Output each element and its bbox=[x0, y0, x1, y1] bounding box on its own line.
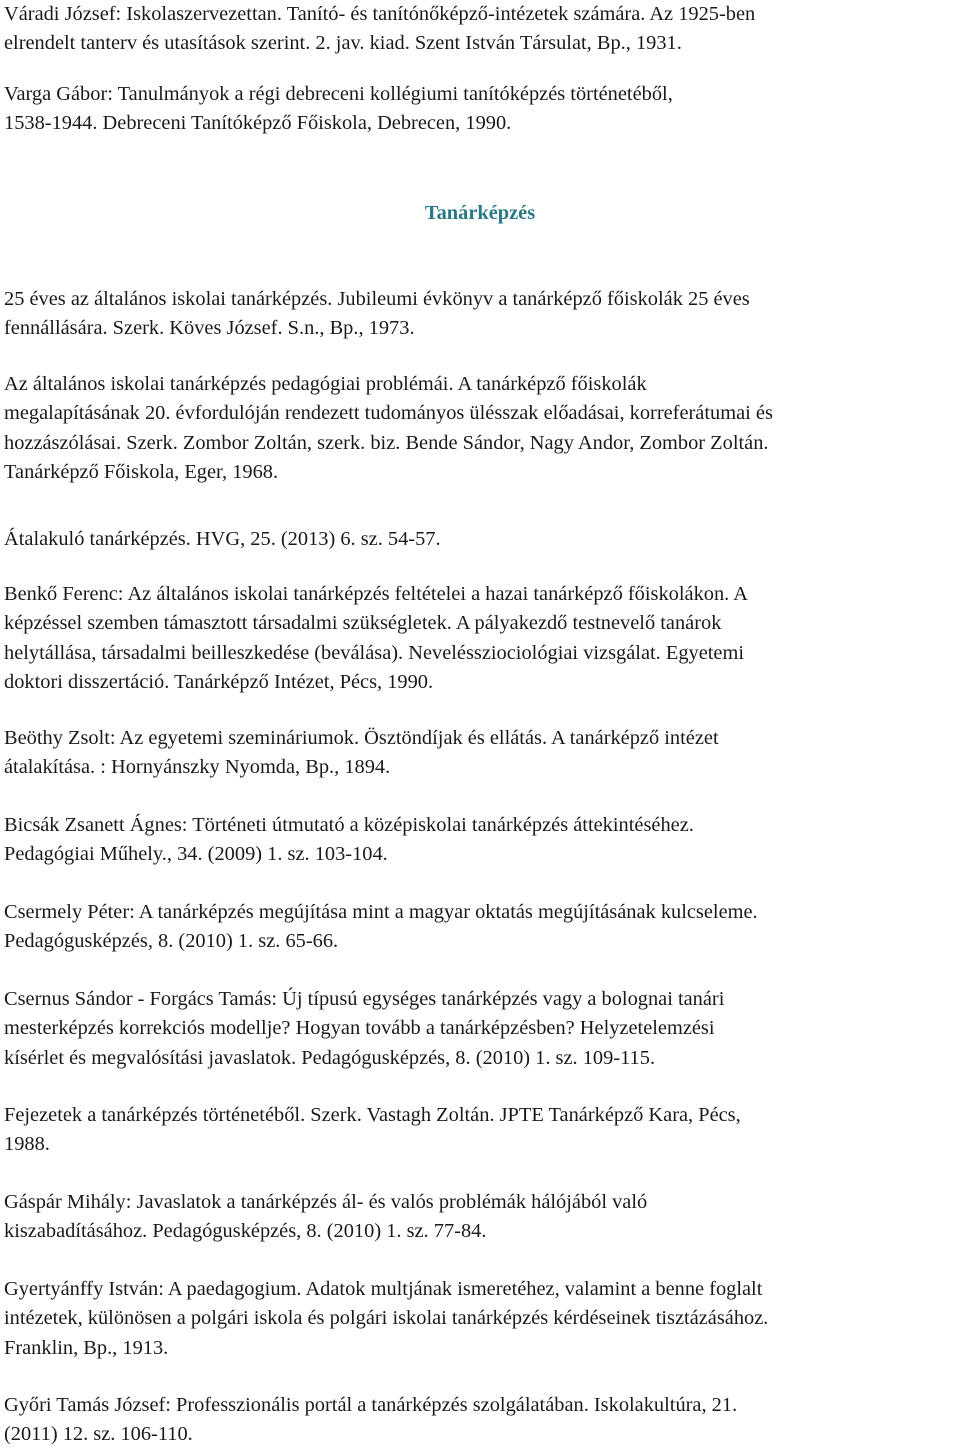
entry-line: Benkő Ferenc: Az általános iskolai tanárképzés feltételei a hazai tanárképző főiskolákon. A bbox=[4, 583, 748, 605]
entry-line: doktori disszertáció. Tanárképző Intézet, Pécs, 1990. bbox=[4, 671, 434, 694]
entry-line: 25 éves az általános iskolai tanárképzés. Jubileumi évkönyv a tanárképző főiskolák 25 éves bbox=[4, 288, 750, 310]
entry-line: Átalakuló tanárképzés. HVG, 25. (2013) 6. sz. 54-57. bbox=[4, 528, 441, 550]
entry-line: Beöthy Zsolt: Az egyetemi szemináriumok. Ösztöndíjak és ellátás. A tanárképző intézet bbox=[4, 727, 719, 749]
entry-line: Gáspár Mihály: Javaslatok a tanárképzés ál- és valós problémák hálójából való bbox=[4, 1191, 648, 1213]
bibliography-entry bbox=[4, 1188, 647, 1247]
bibliography-entry bbox=[4, 285, 750, 344]
entry-line: kiszabadításához. Pedagógusképzés, 8. (2010) 1. sz. 77-84. bbox=[4, 1220, 487, 1243]
entry-line: Pedagógusképzés, 8. (2010) 1. sz. 65-66. bbox=[4, 930, 339, 953]
bibliography-entry bbox=[4, 370, 773, 488]
section-heading: Tanárképzés bbox=[424, 202, 536, 224]
entry-line: Fejezetek a tanárképzés történetéből. Szerk. Vastagh Zoltán. JPTE Tanárképző Kara, Pécs, bbox=[4, 1104, 741, 1126]
entry-line: helytállása, társadalmi beilleszkedése (beválása). Neveléssziociológiai vizsgálat. Egyetemi bbox=[4, 641, 744, 664]
entry-line: 1988. bbox=[4, 1133, 50, 1156]
bibliography-entry bbox=[4, 580, 748, 698]
entry-line: Csermely Péter: A tanárképzés megújítása mint a magyar oktatás megújításának kulcseleme. bbox=[4, 901, 758, 923]
entry-line: Gyertyánffy István: A paedagogium. Adatok multjának ismeretéhez, valamint a benne foglalt bbox=[4, 1278, 763, 1300]
entry-line: Varga Gábor: Tanulmányok a régi debreceni kollégiumi tanítóképzés történetéből, bbox=[4, 83, 673, 105]
bibliography-entry bbox=[4, 898, 758, 957]
bibliography-entry bbox=[4, 724, 719, 783]
entry-line: képzéssel szemben támasztott társadalmi szükségletek. A pályakezdő testnevelő tanárok bbox=[4, 612, 722, 635]
bibliography-entry bbox=[4, 80, 673, 139]
bibliography-entry bbox=[4, 985, 724, 1073]
entry-line: átalakítása. : Hornyánszky Nyomda, Bp., 1894. bbox=[4, 756, 391, 779]
entry-line: kísérlet és megvalósítási javaslatok. Pedagógusképzés, 8. (2010) 1. sz. 109-115. bbox=[4, 1046, 656, 1069]
entry-line: hozzászólásai. Szerk. Zombor Zoltán, szerk. biz. Bende Sándor, Nagy Andor, Zombor Zoltán. bbox=[4, 431, 769, 454]
entry-line: intézetek, különösen a polgári iskola és polgári iskolai tanárképzés kérdéseinek tisztázásához. bbox=[4, 1307, 769, 1330]
entry-line: 1538-1944. Debreceni Tanítóképző Főiskola, Debrecen, 1990. bbox=[4, 112, 512, 135]
entry-line: mesterképzés korrekciós modellje? Hogyan tovább a tanárképzésben? Helyzetelemzési bbox=[4, 1017, 715, 1040]
entry-line: Váradi József: Iskolaszervezettan. Tanító- és tanítónőképző-intézetek számára. Az 1925-ben bbox=[4, 3, 756, 25]
entry-line: elrendelt tanterv és utasítások szerint. 2. jav. kiad. Szent István Társulat, Bp., 1931. bbox=[4, 32, 682, 55]
entry-line: (2011) 12. sz. 106-110. bbox=[4, 1423, 193, 1446]
bibliography-entry bbox=[4, 1391, 737, 1450]
bibliography-entry bbox=[4, 1101, 741, 1160]
bibliography-entry bbox=[4, 1275, 768, 1363]
bibliography-entry bbox=[4, 811, 694, 870]
entry-line: Az általános iskolai tanárképzés pedagógiai problémái. A tanárképző főiskolák bbox=[4, 373, 647, 395]
bibliography-entry bbox=[4, 525, 441, 554]
entry-line: Bicsák Zsanett Ágnes: Történeti útmutató a középiskolai tanárképzés áttekintéséhez. bbox=[4, 814, 694, 836]
entry-line: Franklin, Bp., 1913. bbox=[4, 1336, 169, 1359]
entry-line: fennállására. Szerk. Köves József. S.n., Bp., 1973. bbox=[4, 317, 415, 340]
entry-line: Pedagógiai Műhely., 34. (2009) 1. sz. 103-104. bbox=[4, 843, 388, 866]
entry-line: Győri Tamás József: Professzionális portál a tanárképzés szolgálatában. Iskolakultúra, 21. bbox=[4, 1394, 738, 1416]
entry-line: megalapításának 20. évfordulóján rendezett tudományos ülésszak előadásai, korreferátumai és bbox=[4, 402, 773, 425]
bibliography-entry bbox=[4, 0, 755, 59]
entry-line: Csernus Sándor - Forgács Tamás: Új típusú egységes tanárképzés vagy a bolognai tanári bbox=[4, 988, 725, 1010]
entry-line: Tanárképző Főiskola, Eger, 1968. bbox=[4, 461, 279, 484]
